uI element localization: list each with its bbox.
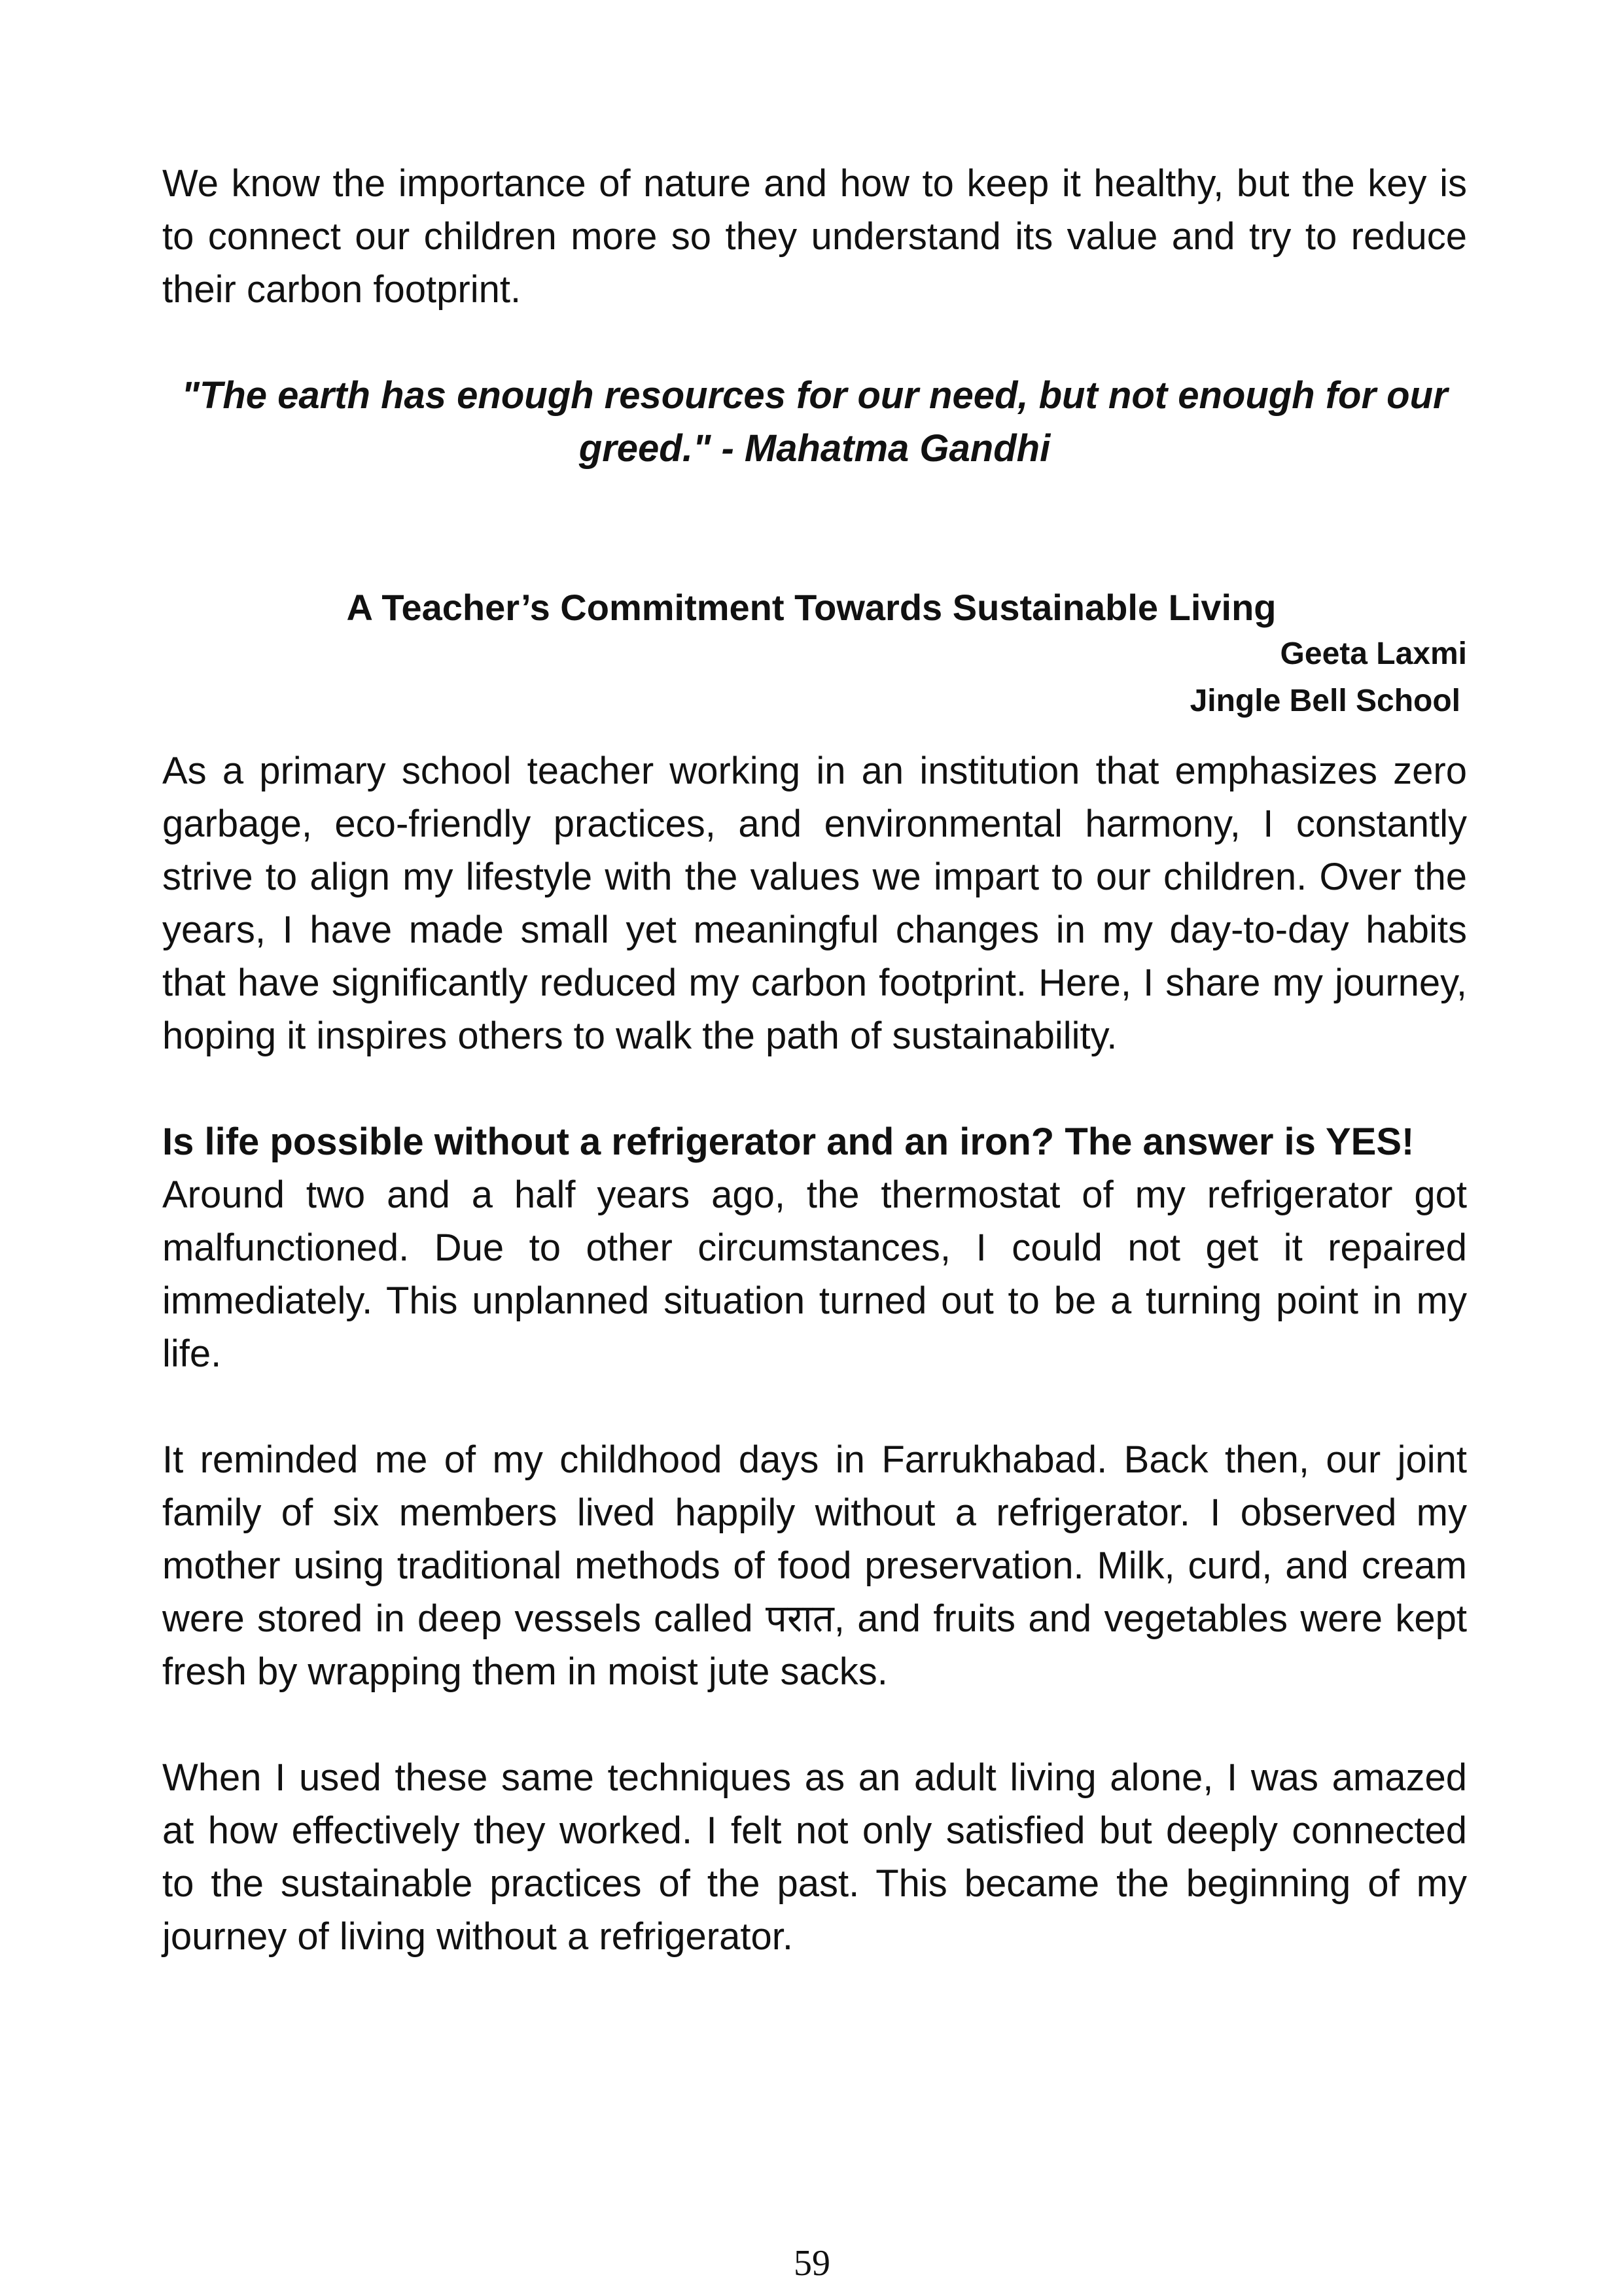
spacer xyxy=(162,725,1467,744)
author-school: Jingle Bell School xyxy=(1190,684,1460,718)
spacer xyxy=(162,1062,1467,1115)
section-paragraph-3: When I used these same techniques as an adult living alone, I was amazed at how effectively they worked. I felt not only satisfied but deeply connected to the sustainable practices of the past. This became the beginning of my journey of living without a refrigerator. xyxy=(162,1756,1467,1958)
section-heading: Is life possible without a refrigerator and an iron? The answer is YES! xyxy=(162,1121,1415,1163)
spacer xyxy=(162,1380,1467,1433)
spacer xyxy=(162,1698,1467,1751)
page-number: 59 xyxy=(794,2243,830,2284)
article-paragraph-1: As a primary school teacher working in an institution that emphasizes zero garbage, eco-friendly practices, and environmental harmony, I constantly strive to align my lifestyle with the values we impart to our children. Over the years, I have made small yet meaningful changes in my day-to-day habits that have significantly reduced my carbon footprint. Here, I share my journey, hoping it inspires others to walk the path of sustainability. xyxy=(162,750,1467,1057)
article-title: A Teacher’s Commitment Towards Sustainable Living xyxy=(346,587,1277,628)
gandhi-quote: "The earth has enough resources for our need, but not enough for our greed." - Mahatma Gandhi xyxy=(181,374,1448,470)
section-paragraph-1: Around two and a half years ago, the thermostat of my refrigerator got malfunctioned. Due to other circumstances, I could not get it repaired immediately. This unplanned situation turned out to be a turning point in my life. xyxy=(162,1174,1467,1375)
section-paragraph-2: It reminded me of my childhood days in Farrukhabad. Back then, our joint family of six members lived happily without a refrigerator. I observed my mother using traditional methods of food preservation. Milk, curd, and cream were stored in deep vessels called परात, and fruits and vegetables were kept fresh by wrapping them in moist jute sacks. xyxy=(162,1438,1467,1693)
author-name: Geeta Laxmi xyxy=(1280,636,1467,671)
intro-paragraph: We know the importance of nature and how to keep it healthy, but the key is to connect our children more so they understand its value and try to reduce their carbon footprint. xyxy=(162,162,1467,311)
document-page xyxy=(162,157,1467,1963)
